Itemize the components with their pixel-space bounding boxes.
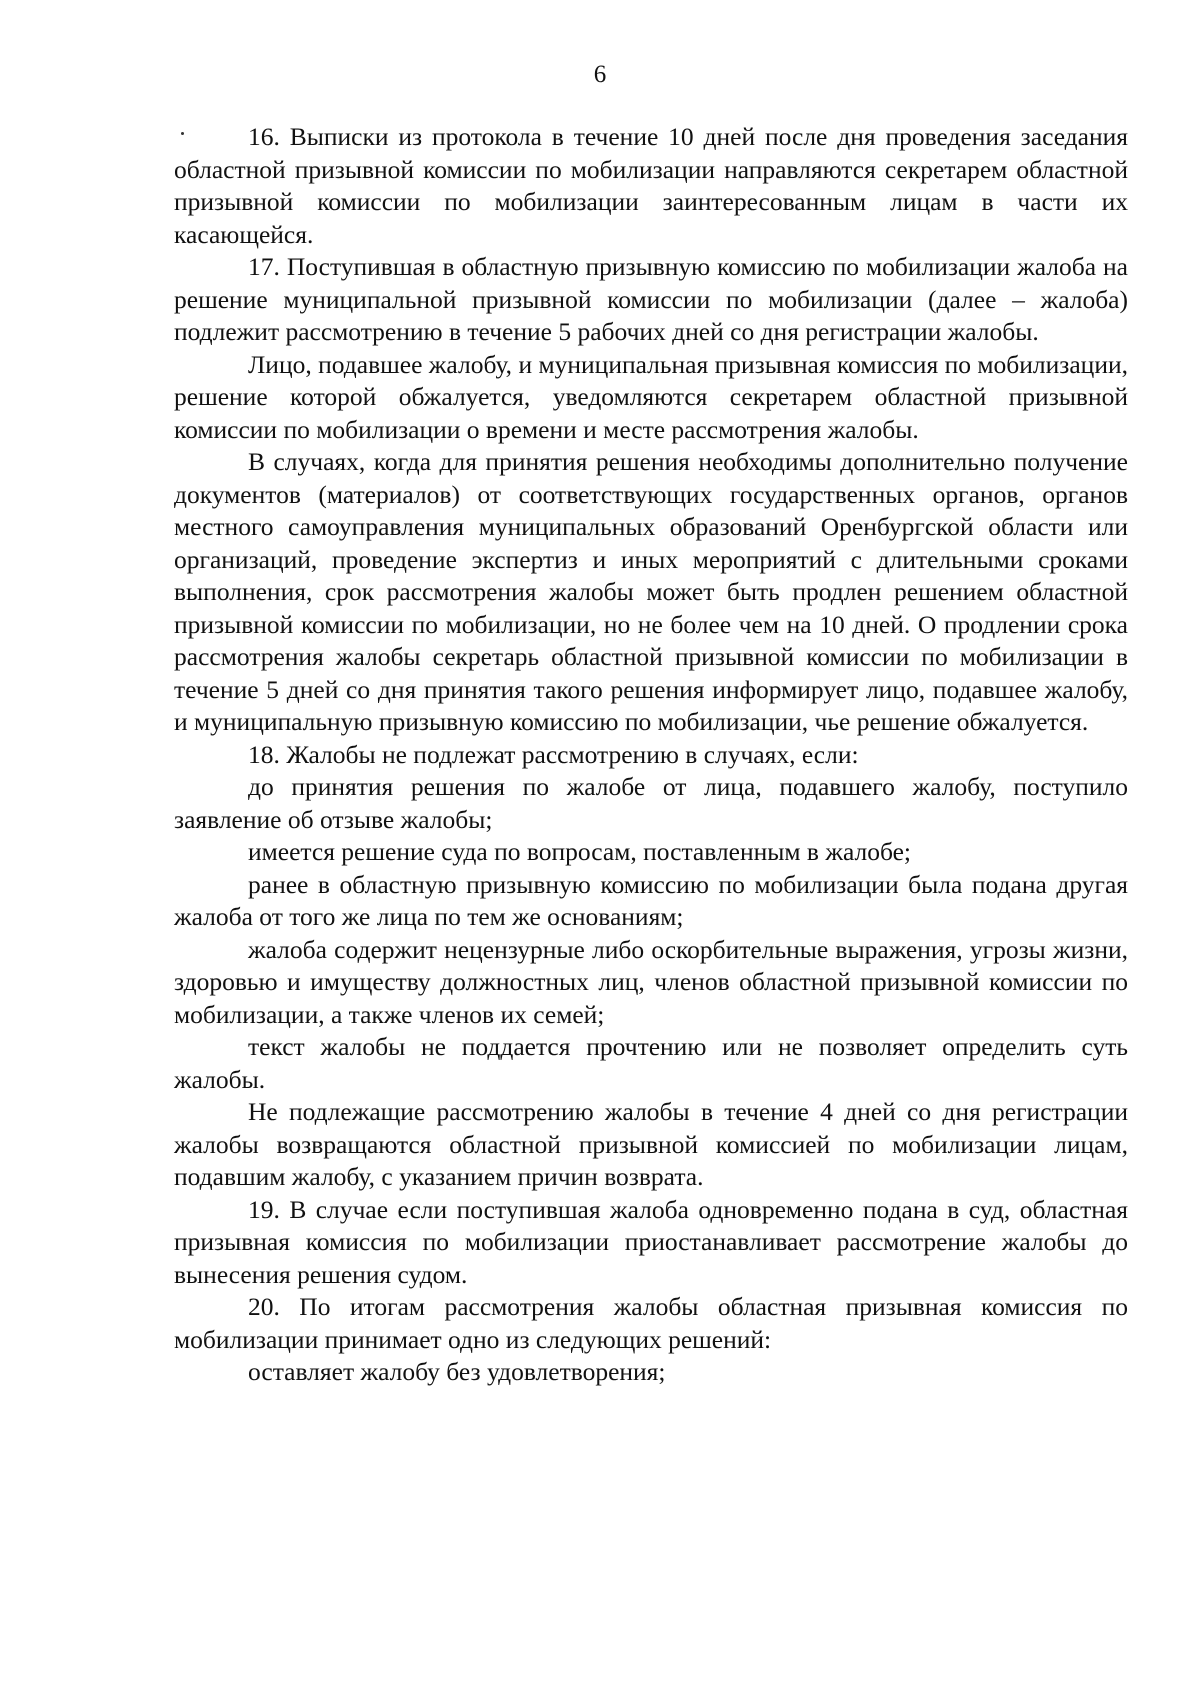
paragraph-16: 16. Выписки из протокола в течение 10 дней после дня проведения заседания областной призывной комиссии по мобилизации направляются секретарем областной призывной комиссии по мобилизации заинтересованным лицам в части их касающейся.: [174, 122, 1128, 249]
paragraph-20: 20. По итогам рассмотрения жалобы областная призывная комиссия по мобилизации принимает одно из следующих решений:: [174, 1292, 1128, 1354]
paragraph-18-return: Не подлежащие рассмотрению жалобы в течение 4 дней со дня регистрации жалобы возвращаются областной призывной комиссией по мобилизации лицам, подавшим жалобу, с указанием причин возврата.: [174, 1097, 1128, 1191]
paragraph-17-notification: Лицо, подавшее жалобу, и муниципальная призывная комиссия по мобилизации, решение которой обжалуется, уведомляются секретарем областной призывной комиссии по мобилизации о времени и месте рассмотрения жалобы.: [174, 349, 1128, 444]
paragraph-18-item-unreadable: текст жалобы не поддается прочтению или не позволяет определить суть жалобы.: [174, 1032, 1128, 1094]
paragraph-18: 18. Жалобы не подлежат рассмотрению в случаях, если:: [248, 739, 859, 769]
paragraph-17: 17. Поступившая в областную призывную комиссию по мобилизации жалоба на решение муниципальной призывной комиссии по мобилизации (далее – жалоба) подлежит рассмотрению в течение 5 рабочих дней со дня регистрации жалобы.: [174, 252, 1128, 346]
paragraph-18-item-withdrawal: до принятия решения по жалобе от лица, подавшего жалобу, поступило заявление об отзыве жалобы;: [174, 772, 1128, 834]
paragraph-17-extension: В случаях, когда для принятия решения необходимы дополнительно получение документов (материалов) от соответствующих государственных органов, органов местного самоуправления муниципальных образований Оренбургской области или организаций, проведение экспертиз и иных мероприятий с длительными сроками выполнения, срок рассмотрения жалобы может быть продлен решением областной призывной комиссии по мобилизации, но не более чем на 10 дней. О продлении срока рассмотрения жалобы секретарь областной призывной комиссии по мобилизации в течение 5 дней со дня принятия такого решения информирует лицо, подавшее жалобу, и муниципальную призывную комиссию по мобилизации, чье решение обжалуется.: [174, 447, 1128, 736]
paragraph-20-item-reject: оставляет жалобу без удовлетворения;: [248, 1357, 666, 1386]
paragraph-18-item-duplicate: ранее в областную призывную комиссию по мобилизации была подана другая жалоба от того же лица по тем же основаниям;: [174, 869, 1128, 931]
document-body: [174, 121, 1128, 1389]
paragraph-18-item-offensive: жалоба содержит нецензурные либо оскорбительные выражения, угрозы жизни, здоровью и имуществу должностных лиц, членов областной призывной комиссии по мобилизации, а также членов их семей;: [174, 934, 1128, 1029]
paragraph-19: 19. В случае если поступившая жалоба одновременно подана в суд, областная призывная комиссия по мобилизации приостанавливает рассмотрение жалобы до вынесения решения судом.: [174, 1194, 1128, 1289]
paragraph-18-item-court: имеется решение суда по вопросам, поставленным в жалобе;: [248, 837, 911, 866]
page-number: 6: [593, 61, 607, 88]
